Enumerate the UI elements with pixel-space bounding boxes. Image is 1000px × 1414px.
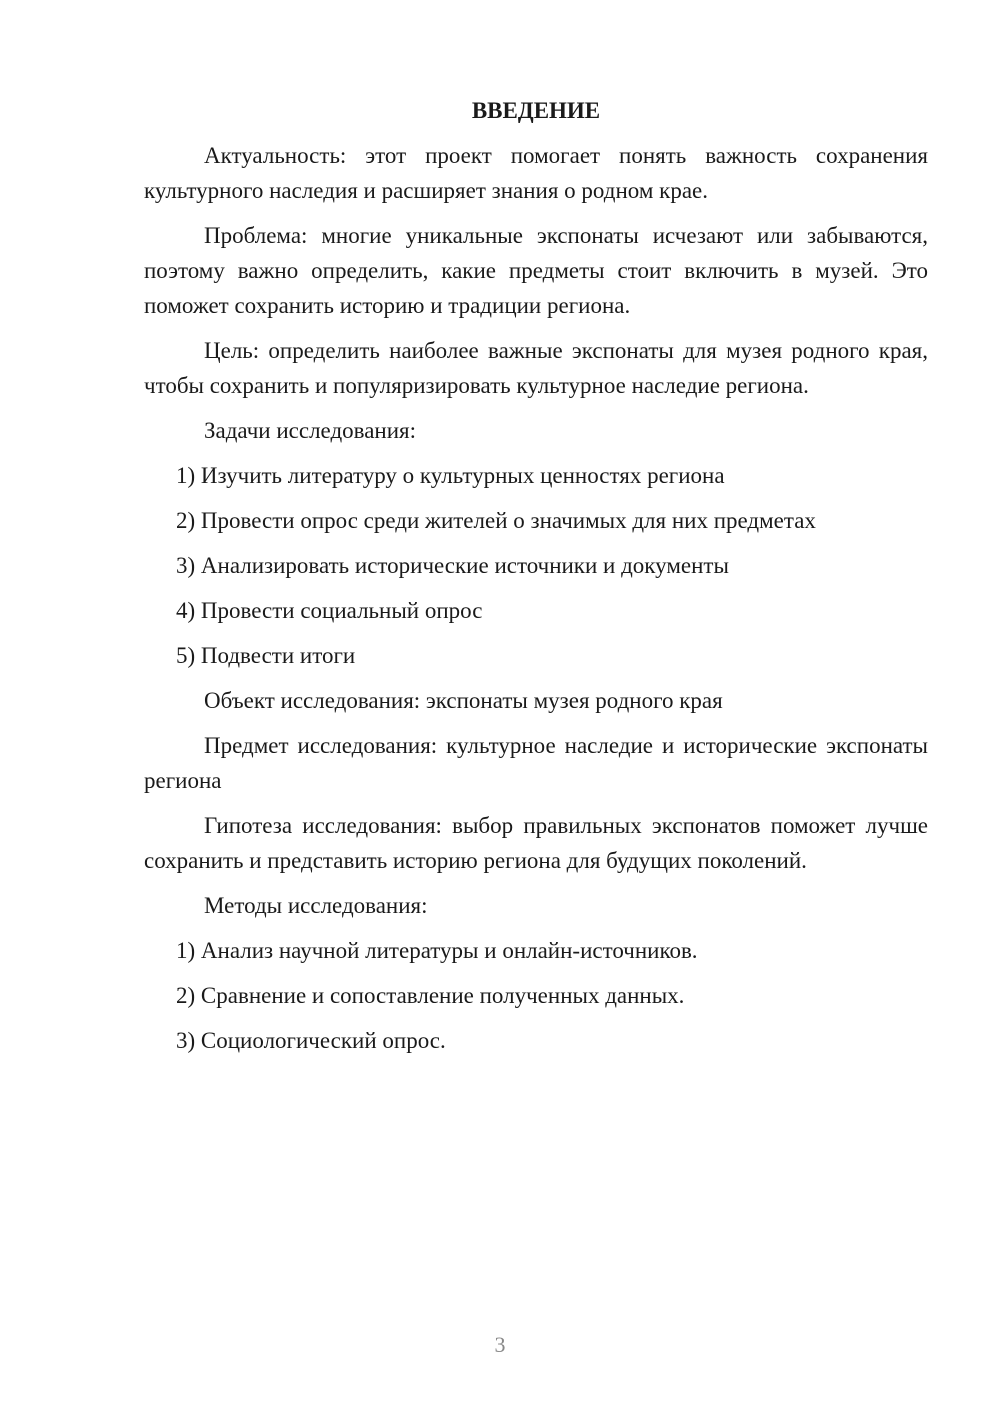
relevance-paragraph: Актуальность: этот проект помогает понять важность сохранения культурного наследия и расширяет знания о родном крае.	[144, 143, 928, 203]
task-item: 3) Анализировать исторические источники и документы	[176, 553, 729, 578]
method-item: 2) Сравнение и сопоставление полученных данных.	[176, 983, 685, 1008]
task-item: 4) Провести социальный опрос	[176, 598, 483, 623]
tasks-heading: Задачи исследования:	[204, 418, 417, 443]
methods-heading: Методы исследования:	[204, 893, 428, 918]
task-item: 1) Изучить литературу о культурных ценностях региона	[176, 463, 725, 488]
task-item: 5) Подвести итоги	[176, 643, 356, 668]
tasks-list	[144, 458, 928, 673]
task-item: 2) Провести опрос среди жителей о значимых для них предметах	[176, 508, 816, 533]
document-body	[144, 93, 928, 1068]
problem-paragraph: Проблема: многие уникальные экспонаты исчезают или забываются, поэтому важно определить, какие предметы стоит включить в музей. Это поможет сохранить историю и традиции региона.	[144, 223, 928, 318]
method-item: 3) Социологический опрос.	[176, 1028, 446, 1053]
subject-paragraph: Предмет исследования: культурное наследие и исторические экспонаты региона	[144, 733, 928, 793]
page-title: ВВЕДЕНИЕ	[471, 98, 601, 123]
method-item: 1) Анализ научной литературы и онлайн-источников.	[176, 938, 698, 963]
methods-list	[144, 933, 928, 1058]
object-paragraph: Объект исследования: экспонаты музея родного края	[204, 688, 723, 713]
page-number: 3	[494, 1332, 506, 1357]
hypothesis-paragraph: Гипотеза исследования: выбор правильных экспонатов поможет лучше сохранить и представить историю региона для будущих поколений.	[144, 813, 928, 873]
goal-paragraph: Цель: определить наиболее важные экспонаты для музея родного края, чтобы сохранить и популяризировать культурное наследие региона.	[144, 338, 928, 398]
